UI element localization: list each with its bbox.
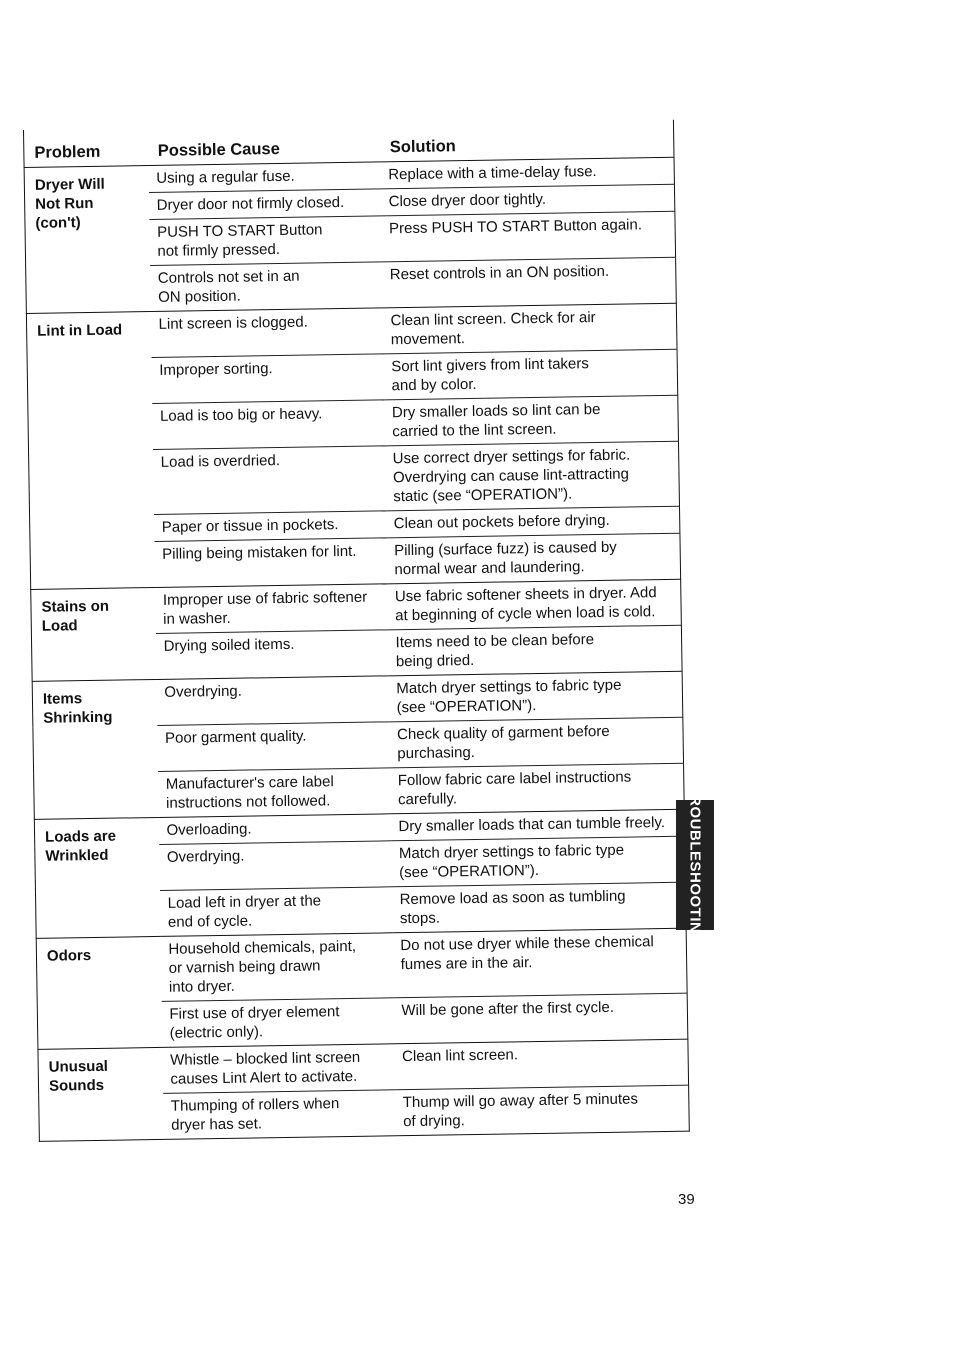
header-possible-cause: Possible Cause [147, 124, 380, 165]
possible-cause-cell: Lint screen is clogged. [150, 308, 383, 358]
possible-cause-cell: Overloading. [158, 814, 390, 845]
solution-cell: Follow fabric care label instructions carefully. [390, 763, 685, 814]
solution-cell: Clean lint screen. [394, 1039, 689, 1090]
possible-cause-cell: First use of dryer element (electric only). [161, 998, 394, 1048]
problem-cell: Unusual Sounds [38, 1047, 163, 1141]
troubleshooting-side-tab [676, 785, 714, 945]
solution-cell: Reset controls in an ON position. [382, 257, 677, 308]
problem-cell: Odors [36, 936, 162, 1049]
solution-cell: Close dryer door tightly. [380, 184, 674, 216]
possible-cause-cell: Controls not set in an ON position. [150, 262, 383, 312]
possible-cause-cell: Poor garment quality. [157, 722, 390, 772]
possible-cause-cell: Manufacturer's care label instructions not followed. [158, 768, 391, 818]
possible-cause-cell: Whistle – blocked lint screen causes Lint Alert to activate. [162, 1044, 395, 1094]
side-tab-label: TROUBLESHOOTING [686, 785, 704, 945]
solution-cell: Remove load as soon as tumbling stops. [391, 882, 686, 933]
possible-cause-cell: Dryer door not firmly closed. [148, 189, 380, 220]
possible-cause-cell: Overdrying. [156, 676, 389, 726]
solution-cell: Dry smaller loads so lint can be carried to the lint screen. [384, 395, 679, 446]
solution-cell: Match dryer settings to fabric type (see “OPERATION”). [391, 836, 686, 887]
solution-cell: Sort lint givers from lint takers and by color. [383, 349, 678, 400]
solution-cell: Pilling (surface fuzz) is caused by normal wear and laundering. [386, 533, 681, 584]
solution-cell: Clean out pockets before drying. [386, 506, 680, 538]
problem-cell: Stains on Load [31, 587, 156, 681]
possible-cause-cell: Paper or tissue in pockets. [154, 511, 386, 542]
solution-cell: Will be gone after the first cycle. [393, 993, 688, 1044]
possible-cause-cell: Load left in dryer at the end of cycle. [159, 887, 392, 937]
solution-cell: Replace with a time-delay fuse. [380, 157, 674, 189]
possible-cause-cell: Household chemicals, paint, or varnish being drawn into dryer. [160, 933, 393, 1002]
possible-cause-cell: Drying soiled items. [155, 630, 388, 680]
header-problem: Problem [23, 128, 148, 167]
solution-cell: Press PUSH TO START Button again. [381, 211, 676, 262]
solution-cell: Do not use dryer while these chemical fumes are in the air. [392, 928, 687, 998]
possible-cause-cell: Overdrying. [159, 841, 392, 891]
solution-cell: Match dryer settings to fabric type (see “OPERATION”). [388, 671, 683, 722]
page-number: 39 [678, 1191, 695, 1208]
possible-cause-cell: Thumping of rollers when dryer has set. [163, 1090, 396, 1140]
table-row [36, 928, 687, 1003]
troubleshooting-table [23, 120, 690, 1142]
possible-cause-cell: Load is overdried. [153, 446, 386, 515]
solution-cell: Items need to be clean before being dried. [387, 625, 682, 676]
header-solution: Solution [379, 120, 674, 162]
table-body [24, 157, 689, 1141]
possible-cause-cell: Improper sorting. [151, 354, 384, 404]
solution-cell: Use fabric softener sheets in dryer. Add at beginning of cycle when load is cold. [387, 579, 682, 630]
solution-cell: Dry smaller loads that can tumble freely. [390, 809, 684, 841]
possible-cause-cell: Using a regular fuse. [148, 162, 380, 193]
possible-cause-cell: Pilling being mistaken for lint. [154, 538, 387, 588]
solution-cell: Thump will go away after 5 minutes of drying. [395, 1085, 690, 1136]
problem-cell: Dryer Will Not Run (con't) [24, 166, 150, 314]
problem-cell: Lint in Load [26, 312, 154, 590]
solution-cell: Use correct dryer settings for fabric. Overdrying can cause lint-attracting static (see “OPERATION”). [385, 441, 680, 511]
possible-cause-cell: Improper use of fabric softener in washer. [155, 584, 388, 634]
solution-cell: Clean lint screen. Check for air movement. [382, 303, 677, 354]
possible-cause-cell: PUSH TO START Button not firmly pressed. [149, 216, 382, 266]
possible-cause-cell: Load is too big or heavy. [152, 400, 385, 450]
problem-cell: Items Shrinking [32, 679, 158, 819]
solution-cell: Check quality of garment before purchasing. [389, 717, 684, 768]
problem-cell: Loads are Wrinkled [34, 817, 160, 938]
